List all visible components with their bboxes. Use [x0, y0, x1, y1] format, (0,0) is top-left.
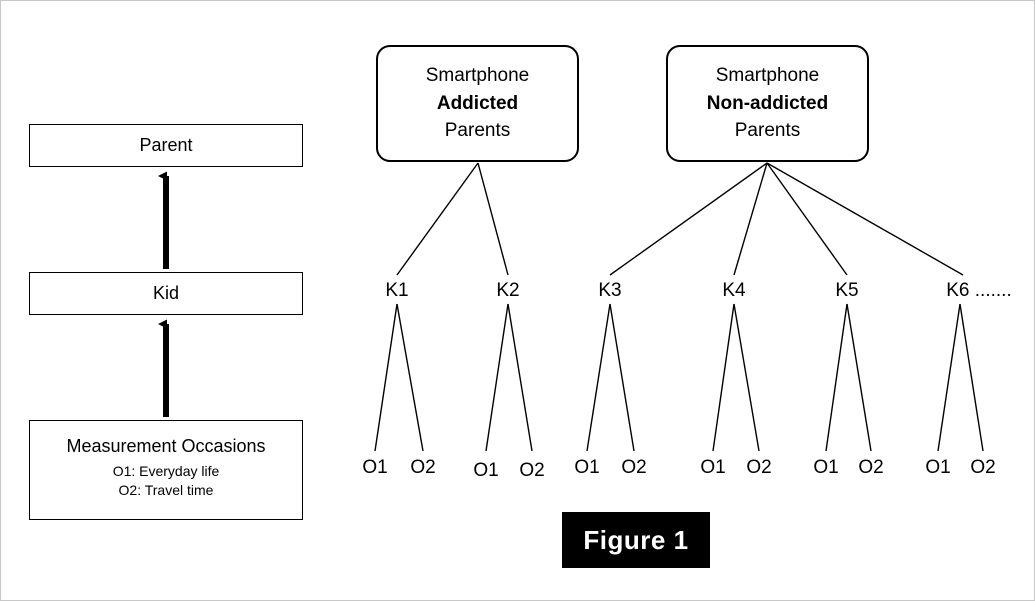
level-box-kid-label: Kid [152, 283, 179, 304]
occasion-node-k3-o1: O1 [574, 457, 600, 478]
edge-k2-o2 [508, 304, 532, 451]
level-box-measurement-label: Measurement Occasions [66, 436, 266, 456]
group-nonaddicted-line3: Parents [734, 120, 801, 142]
level-box-measurement-occasions [29, 420, 303, 520]
edge-nonaddicted-k5 [767, 163, 847, 275]
edge-k1-o1 [375, 304, 397, 451]
edge-k4-o2 [734, 304, 759, 451]
kid-node-k5: K5 [835, 280, 859, 301]
occasion-node-k4-o1: O1 [700, 457, 726, 478]
edge-k4-o1 [713, 304, 734, 451]
group-nonaddicted-line2: Non-addicted [706, 92, 829, 114]
edge-nonaddicted-k4 [734, 163, 767, 275]
group-nonaddicted-line1: Smartphone [715, 65, 820, 87]
kid-node-k6: K6 ....... [946, 280, 1012, 301]
measurement-o1-description: O1: Everyday life [112, 462, 220, 479]
edge-k5-o2 [847, 304, 871, 451]
kid-node-k4: K4 [722, 280, 746, 301]
edge-k6-o1 [938, 304, 960, 451]
occasion-node-k1-o1: O1 [362, 457, 388, 478]
occasion-node-k5-o1: O1 [813, 457, 839, 478]
occasion-node-k6-o2: O2 [970, 457, 996, 478]
group-addicted-line1: Smartphone [425, 65, 530, 87]
level-box-parent-label: Parent [139, 135, 193, 156]
edge-k6-o2 [960, 304, 983, 451]
occasion-node-k2-o1: O1 [473, 460, 499, 481]
figure-caption: Figure 1 [562, 512, 710, 568]
kid-node-k2: K2 [496, 280, 520, 301]
occasion-node-k3-o2: O2 [621, 457, 647, 478]
kid-node-k1: K1 [385, 280, 409, 301]
occasion-node-k4-o2: O2 [746, 457, 772, 478]
edge-addicted-k1 [397, 163, 478, 275]
group-addicted-line3: Parents [444, 120, 511, 142]
group-box-addicted-parents [376, 45, 579, 162]
measurement-o2-description: O2: Travel time [118, 482, 214, 499]
group-box-nonaddicted-parents [666, 45, 869, 162]
edge-k5-o1 [826, 304, 847, 451]
occasion-node-k2-o2: O2 [519, 460, 545, 481]
edge-k1-o2 [397, 304, 423, 451]
level-box-parent [29, 124, 303, 167]
edge-k2-o1 [486, 304, 508, 451]
edge-addicted-k2 [478, 163, 508, 275]
group-addicted-line2: Addicted [436, 92, 519, 114]
occasion-node-k5-o2: O2 [858, 457, 884, 478]
level-box-kid [29, 272, 303, 315]
edge-nonaddicted-k6 [767, 163, 963, 275]
kid-node-k3: K3 [598, 280, 622, 301]
occasion-node-k1-o2: O2 [410, 457, 436, 478]
edge-nonaddicted-k3 [610, 163, 767, 275]
edge-k3-o2 [610, 304, 634, 451]
occasion-node-k6-o1: O1 [925, 457, 951, 478]
edge-k3-o1 [587, 304, 610, 451]
